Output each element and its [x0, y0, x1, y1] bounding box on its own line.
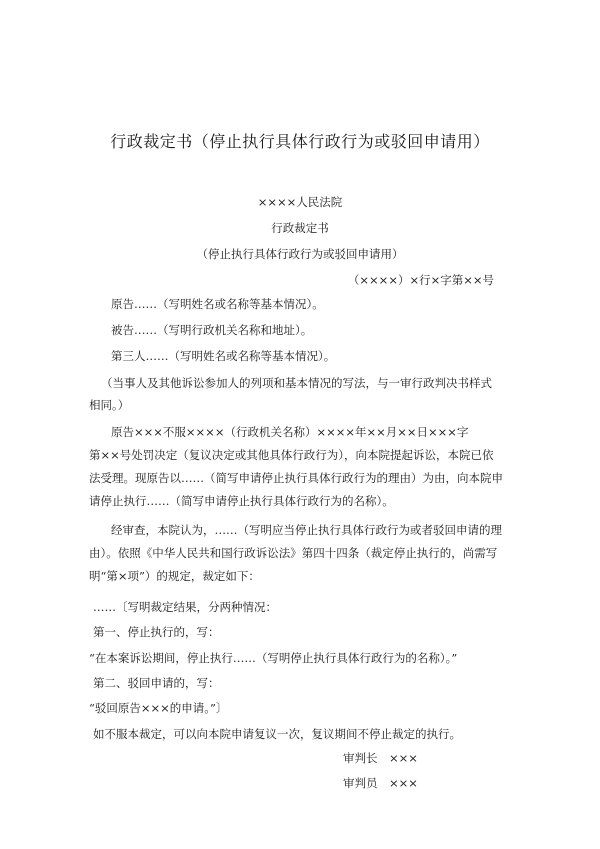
appeal-note: 如不服本裁定，可以向本院申请复议一次，复议期间不停止裁定的执行。	[93, 727, 461, 741]
paragraph-2-line-2: 由）。依照《中华人民共和国行政诉讼法》第四十四条（裁定停止执行的，尚需写	[89, 546, 498, 560]
case-2-text: “驳回原告×××的申请。”〕	[89, 701, 228, 715]
document-type: 行政裁定书	[271, 221, 329, 235]
case-1-label: 第一、停止执行的，写：	[93, 625, 220, 639]
case-1-text: “在本案诉讼期间，停止执行……（写明停止执行具体行政行为的名称）。”	[89, 651, 458, 665]
chief-judge-signature: 审判长 ×××	[343, 751, 418, 765]
note-line-1: （当事人及其他诉讼参加人的列项和基本情况的写法，与一审行政判决书样式	[101, 376, 492, 390]
note-line-2: 相同。）	[89, 398, 130, 412]
paragraph-1-line-4: 请停止执行……（简写申请停止执行具体行政行为的名称）。	[89, 494, 394, 508]
ruling-intro: ……〔写明裁定结果，分两种情况：	[93, 600, 277, 614]
paragraph-2-line-1: 经审查，本院认为，……（写明应当停止执行具体行政行为或者驳回申请的理	[111, 523, 502, 537]
paragraph-1-line-1: 原告×××不服××××（行政机关名称）××××年××月××日×××字	[111, 425, 469, 439]
plaintiff-line: 原告……（写明姓名或名称等基本情况）。	[111, 297, 324, 311]
paragraph-1-line-3: 法受理。现原告以……（简写申请停止执行具体行政行为的理由）为由，向本院申	[89, 471, 503, 485]
paragraph-2-line-3: 明“第×项”）的规定，裁定如下：	[89, 569, 260, 583]
court-name: ××××人民法院	[257, 195, 343, 209]
paragraph-1-line-2: 第××号处罚决定（复议决定或其他具体行政行为），向本院提起诉讼，本院已依	[89, 448, 494, 462]
document-title: 行政裁定书（停止执行具体行政行为或驳回申请用）	[110, 132, 490, 151]
case-number: （××××）×行×字第××号	[347, 273, 494, 287]
case-2-label: 第二、驳回申请的，写：	[93, 676, 220, 690]
defendant-line: 被告……（写明行政机关名称和地址）。	[111, 323, 313, 337]
document-subtitle: （停止执行具体行政行为或驳回申请用）	[196, 247, 404, 261]
third-party-line: 第三人……（写明姓名或名称等基本情况）。	[111, 349, 336, 363]
judge-signature: 审判员 ×××	[343, 776, 418, 790]
